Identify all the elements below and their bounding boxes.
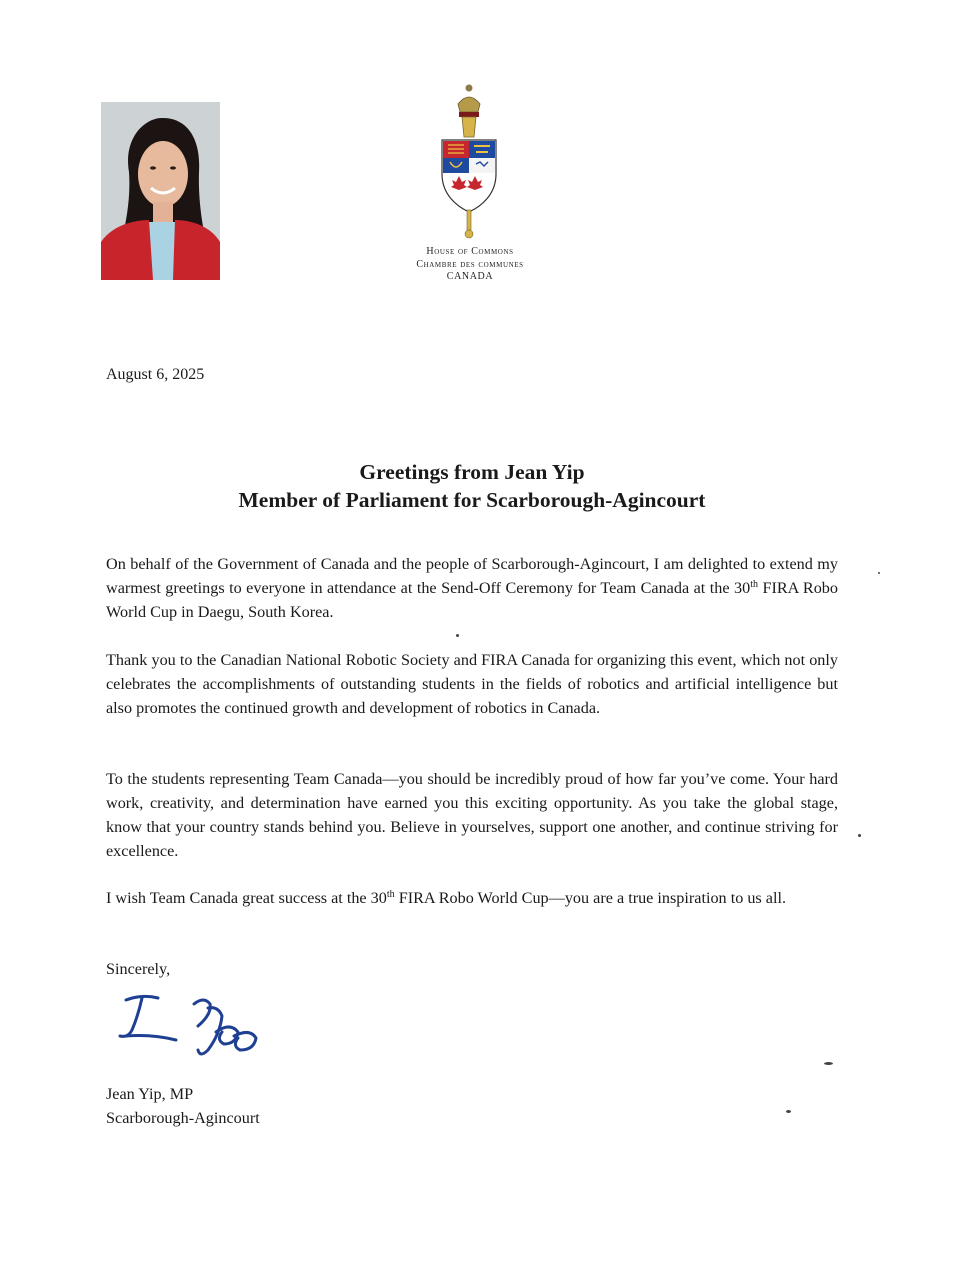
house-name-en: House of Commons [426,246,514,257]
signatory-block [106,1082,260,1130]
closing: Sincerely, [106,960,171,978]
house-of-commons-wordmark [370,246,570,284]
letter-heading [106,458,838,514]
paragraph-4-sup: th [386,889,395,900]
signatory-riding: Scarborough-Agincourt [106,1109,260,1127]
portrait-photo [101,102,220,280]
paragraph-1-text-a: On behalf of the Government of Canada and the people of Scarborough-Agincourt, I am delighted to extend my warmest greetings to everyone in attendance at the Send-Off Ceremony for Team Canada at the 30 [106,555,838,597]
paragraph-4 [106,886,838,910]
paragraph-1-text-b: FIRA Robo World Cup in Daegu, South Korea. [106,579,838,621]
country-name: CANADA [446,271,494,282]
scan-speck [456,634,459,637]
letter-date: August 6, 2025 [106,366,205,383]
scan-speck [824,1062,833,1065]
house-of-commons-crest-icon [434,82,504,242]
signatory-name: Jean Yip, MP [106,1085,194,1103]
heading-line-2: Member of Parliament for Scarborough-Agincourt [238,488,706,512]
paragraph-4-text-a: I wish Team Canada great success at the 30 [106,889,387,907]
house-name-fr: Chambre des communes [416,258,524,270]
paragraph-4-text-b: FIRA Robo World Cup—you are a true inspiration to us all. [394,889,786,907]
paragraph-2: Thank you to the Canadian National Robotic Society and FIRA Canada for organizing this event, which not only celebrates the accomplishments of outstanding students in the fields of robotics and artificial intelligence but also promotes the continued growth and development of robotics in Canada. [106,651,838,717]
scan-speck [858,834,861,837]
paragraph-1-sup: th [750,579,758,590]
paragraph-1 [106,552,838,624]
handwritten-signature-icon [112,992,272,1062]
scan-speck [786,1110,791,1113]
paragraph-3: To the students representing Team Canada—you should be incredibly proud of how far you’ve come. Your hard work, creativity, and determination have earned you this exciting opportunity. As you take the global stage, know that your country stands behind you. Believe in yourselves, support one another, and continue striving for excellence. [106,770,838,860]
heading-line-1: Greetings from Jean Yip [359,460,585,484]
scan-speck [878,572,880,574]
